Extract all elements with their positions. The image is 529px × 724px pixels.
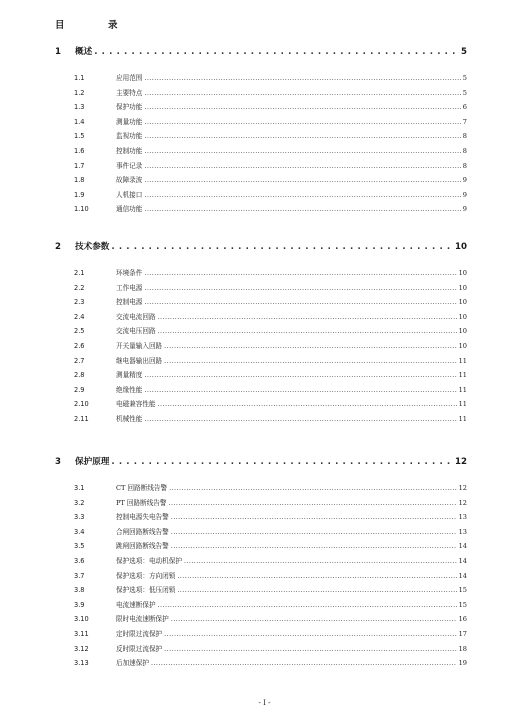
section-number: 3.9 [74,600,85,609]
leader-dots [111,457,453,467]
section-number: 1.10 [74,205,89,214]
toc-section-3-7[interactable] [74,570,467,580]
toc-section-2-7[interactable] [74,355,467,365]
leader-dots [144,371,456,379]
toc-section-3-8[interactable] [74,584,467,594]
section-page-number: 12 [458,498,467,507]
leader-dots [171,542,457,550]
section-title: 电流速断保护 [116,600,156,609]
section-number: 3.7 [74,571,85,580]
leader-dots [144,269,456,277]
section-page-number: 5 [462,88,467,97]
section-number: 3.10 [74,615,89,624]
section-number: 3.1 [74,484,85,492]
section-title: 定时限过流保护 [116,630,163,638]
section-title: 工作电源 [116,283,143,292]
section-number: 2.9 [74,385,85,394]
toc-section-3-4[interactable] [74,526,467,536]
leader-dots [144,103,460,111]
section-page-number: 10 [458,342,467,350]
leader-dots [144,205,460,213]
chapter-page-number: 12 [455,457,467,467]
toc-section-1-4[interactable] [74,116,467,126]
section-number: 1.7 [74,161,85,170]
leader-dots [184,557,457,565]
toc-section-2-9[interactable] [74,384,467,394]
leader-dots [94,47,459,57]
section-number: 2.3 [74,298,85,307]
leader-dots [164,342,456,350]
section-title: 跳闸回路断线告警 [116,542,169,551]
section-title: CT 回路断线告警 [116,484,168,492]
toc-section-1-5[interactable] [74,130,467,140]
toc-chapter-1[interactable] [55,45,467,57]
leader-dots [144,298,456,306]
toc-section-3-12[interactable] [74,643,467,653]
chapter-number: 1 [55,47,61,57]
section-number: 2.1 [74,269,85,277]
section-number: 1.5 [74,132,85,141]
section-page-number: 13 [458,527,467,536]
section-page-number: 8 [462,132,467,141]
section-number: 2.8 [74,371,85,380]
section-page-number: 8 [462,147,467,155]
section-title: 后加速保护 [116,659,149,668]
toc-section-2-8[interactable] [74,369,467,379]
section-number: 3.8 [74,586,85,595]
toc-section-1-9[interactable] [74,189,467,199]
leader-dots [111,242,453,252]
toc-title: 目 录 [55,20,135,31]
section-page-number: 10 [458,269,467,277]
toc-section-3-11[interactable] [74,628,467,638]
section-number: 3.2 [74,498,85,507]
section-number: 1.8 [74,176,85,185]
section-title: 故障录波 [116,176,143,185]
section-number: 1.9 [74,190,85,199]
section-title: 主要特点 [116,88,143,97]
section-title: 限时电流速断保护 [116,615,169,624]
toc-section-1-7[interactable] [74,160,467,170]
section-number: 3.4 [74,527,85,536]
leader-dots [177,572,456,580]
section-page-number: 16 [458,615,467,624]
toc-section-3-13[interactable] [74,657,467,667]
section-title: 保护选项：方向闭锁 [116,571,176,580]
leader-dots [169,484,457,492]
section-page-number: 5 [462,74,467,82]
chapter-page-number: 10 [455,242,467,252]
section-page-number: 19 [458,659,467,668]
leader-dots [144,162,460,170]
leader-dots [164,645,456,653]
section-title: 合闸回路断线告警 [116,527,169,536]
toc-section-1-1[interactable] [74,72,467,82]
section-page-number: 11 [458,371,467,380]
section-number: 1.4 [74,117,85,126]
section-title: PT 回路断线告警 [116,498,167,507]
leader-dots [158,313,457,321]
section-title: 控制功能 [116,147,143,155]
section-number: 2.11 [74,415,89,423]
leader-dots [158,327,457,335]
section-title: 保护功能 [116,103,143,112]
toc-section-3-2[interactable] [74,497,467,507]
toc-section-2-2[interactable] [74,282,467,292]
section-page-number: 15 [458,586,467,595]
section-title: 控制电源 [116,298,143,307]
toc-section-1-6[interactable] [74,145,467,155]
toc-section-3-9[interactable] [74,599,467,609]
section-number: 2.6 [74,342,85,350]
section-number: 3.12 [74,644,89,653]
section-number: 2.10 [74,400,89,409]
section-number: 3.6 [74,557,85,565]
section-title: 事件记录 [116,161,143,170]
toc-section-2-5[interactable] [74,325,467,335]
toc-section-3-5[interactable] [74,540,467,550]
toc-section-3-10[interactable] [74,613,467,623]
section-title: 交流电压回路 [116,327,156,336]
section-page-number: 14 [458,571,467,580]
section-title: 保护选项：低压闭锁 [116,586,176,595]
section-number: 3.3 [74,513,85,522]
section-page-number: 18 [458,644,467,653]
toc-chapter-3[interactable] [55,455,467,467]
section-page-number: 7 [462,117,467,126]
section-page-number: 9 [462,205,467,214]
leader-dots [169,499,457,507]
leader-dots [144,415,456,423]
leader-dots [144,284,456,292]
section-page-number: 11 [458,356,467,365]
section-title: 反时限过流保护 [116,644,163,653]
section-page-number: 10 [458,312,467,321]
leader-dots [144,176,460,184]
section-page-number: 6 [462,103,467,112]
section-number: 1.6 [74,147,85,155]
toc-section-1-10[interactable] [74,203,467,213]
toc-section-2-1[interactable] [74,267,467,277]
toc-section-3-1[interactable] [74,482,467,492]
leader-dots [164,357,456,365]
section-title: 电磁兼容性能 [116,400,156,409]
toc-section-2-6[interactable] [74,340,467,350]
section-number: 3.13 [74,659,89,668]
section-number: 3.5 [74,542,85,551]
chapter-title: 概述 [75,47,93,57]
toc-section-2-10[interactable] [74,398,467,408]
leader-dots [144,89,460,97]
section-title: 继电器输出回路 [116,356,163,365]
section-number: 2.7 [74,356,85,365]
section-page-number: 14 [458,542,467,551]
leader-dots [144,147,460,155]
leader-dots [171,528,457,536]
toc-section-1-2[interactable] [74,87,467,97]
leader-dots [158,601,457,609]
toc-section-1-3[interactable] [74,101,467,111]
section-title: 通信功能 [116,205,143,214]
toc-section-3-6[interactable] [74,555,467,565]
toc-section-3-3[interactable] [74,511,467,521]
section-page-number: 10 [458,327,467,336]
leader-dots [177,586,456,594]
toc-section-2-11[interactable] [74,413,467,423]
section-title: 交流电流回路 [116,312,156,321]
section-page-number: 14 [458,557,467,565]
section-number: 3.11 [74,630,89,638]
chapter-page-number: 5 [461,47,467,57]
section-title: 测量功能 [116,117,143,126]
section-page-number: 10 [458,298,467,307]
section-title: 机械性能 [116,415,143,423]
section-title: 监视功能 [116,132,143,141]
leader-dots [144,132,460,140]
leader-dots [158,400,457,408]
leader-dots [171,615,457,623]
leader-dots [171,513,457,521]
chapter-number: 3 [55,457,61,467]
section-title: 保护选项：电动机保护 [116,557,182,565]
section-title: 开关量输入回路 [116,342,163,350]
leader-dots [144,386,456,394]
section-number: 2.2 [74,283,85,292]
section-page-number: 11 [458,400,467,409]
leader-dots [144,191,460,199]
leader-dots [164,630,456,638]
section-title: 控制电源失电告警 [116,513,169,522]
section-number: 2.5 [74,327,85,336]
section-page-number: 9 [462,176,467,185]
section-number: 2.4 [74,312,85,321]
section-number: 1.2 [74,88,85,97]
section-page-number: 17 [458,630,467,638]
leader-dots [144,74,460,82]
page-footer: - I - [258,699,271,707]
toc-chapter-2[interactable] [55,240,467,252]
section-page-number: 11 [458,385,467,394]
section-number: 1.3 [74,103,85,112]
toc-section-2-3[interactable] [74,296,467,306]
section-page-number: 11 [458,415,467,423]
section-page-number: 15 [458,600,467,609]
section-page-number: 8 [462,161,467,170]
section-title: 环境条件 [116,269,143,277]
section-number: 1.1 [74,74,85,82]
section-page-number: 13 [458,513,467,522]
toc-section-2-4[interactable] [74,311,467,321]
chapter-title: 技术参数 [75,242,110,252]
section-title: 测量精度 [116,371,143,380]
section-page-number: 9 [462,190,467,199]
chapter-number: 2 [55,242,61,252]
section-page-number: 10 [458,283,467,292]
section-title: 应用范围 [116,74,143,82]
section-title: 绝缘性能 [116,385,143,394]
section-title: 人机接口 [116,190,143,199]
leader-dots [144,118,460,126]
section-page-number: 12 [458,484,467,492]
toc-section-1-8[interactable] [74,174,467,184]
leader-dots [151,659,457,667]
chapter-title: 保护原理 [75,457,110,467]
